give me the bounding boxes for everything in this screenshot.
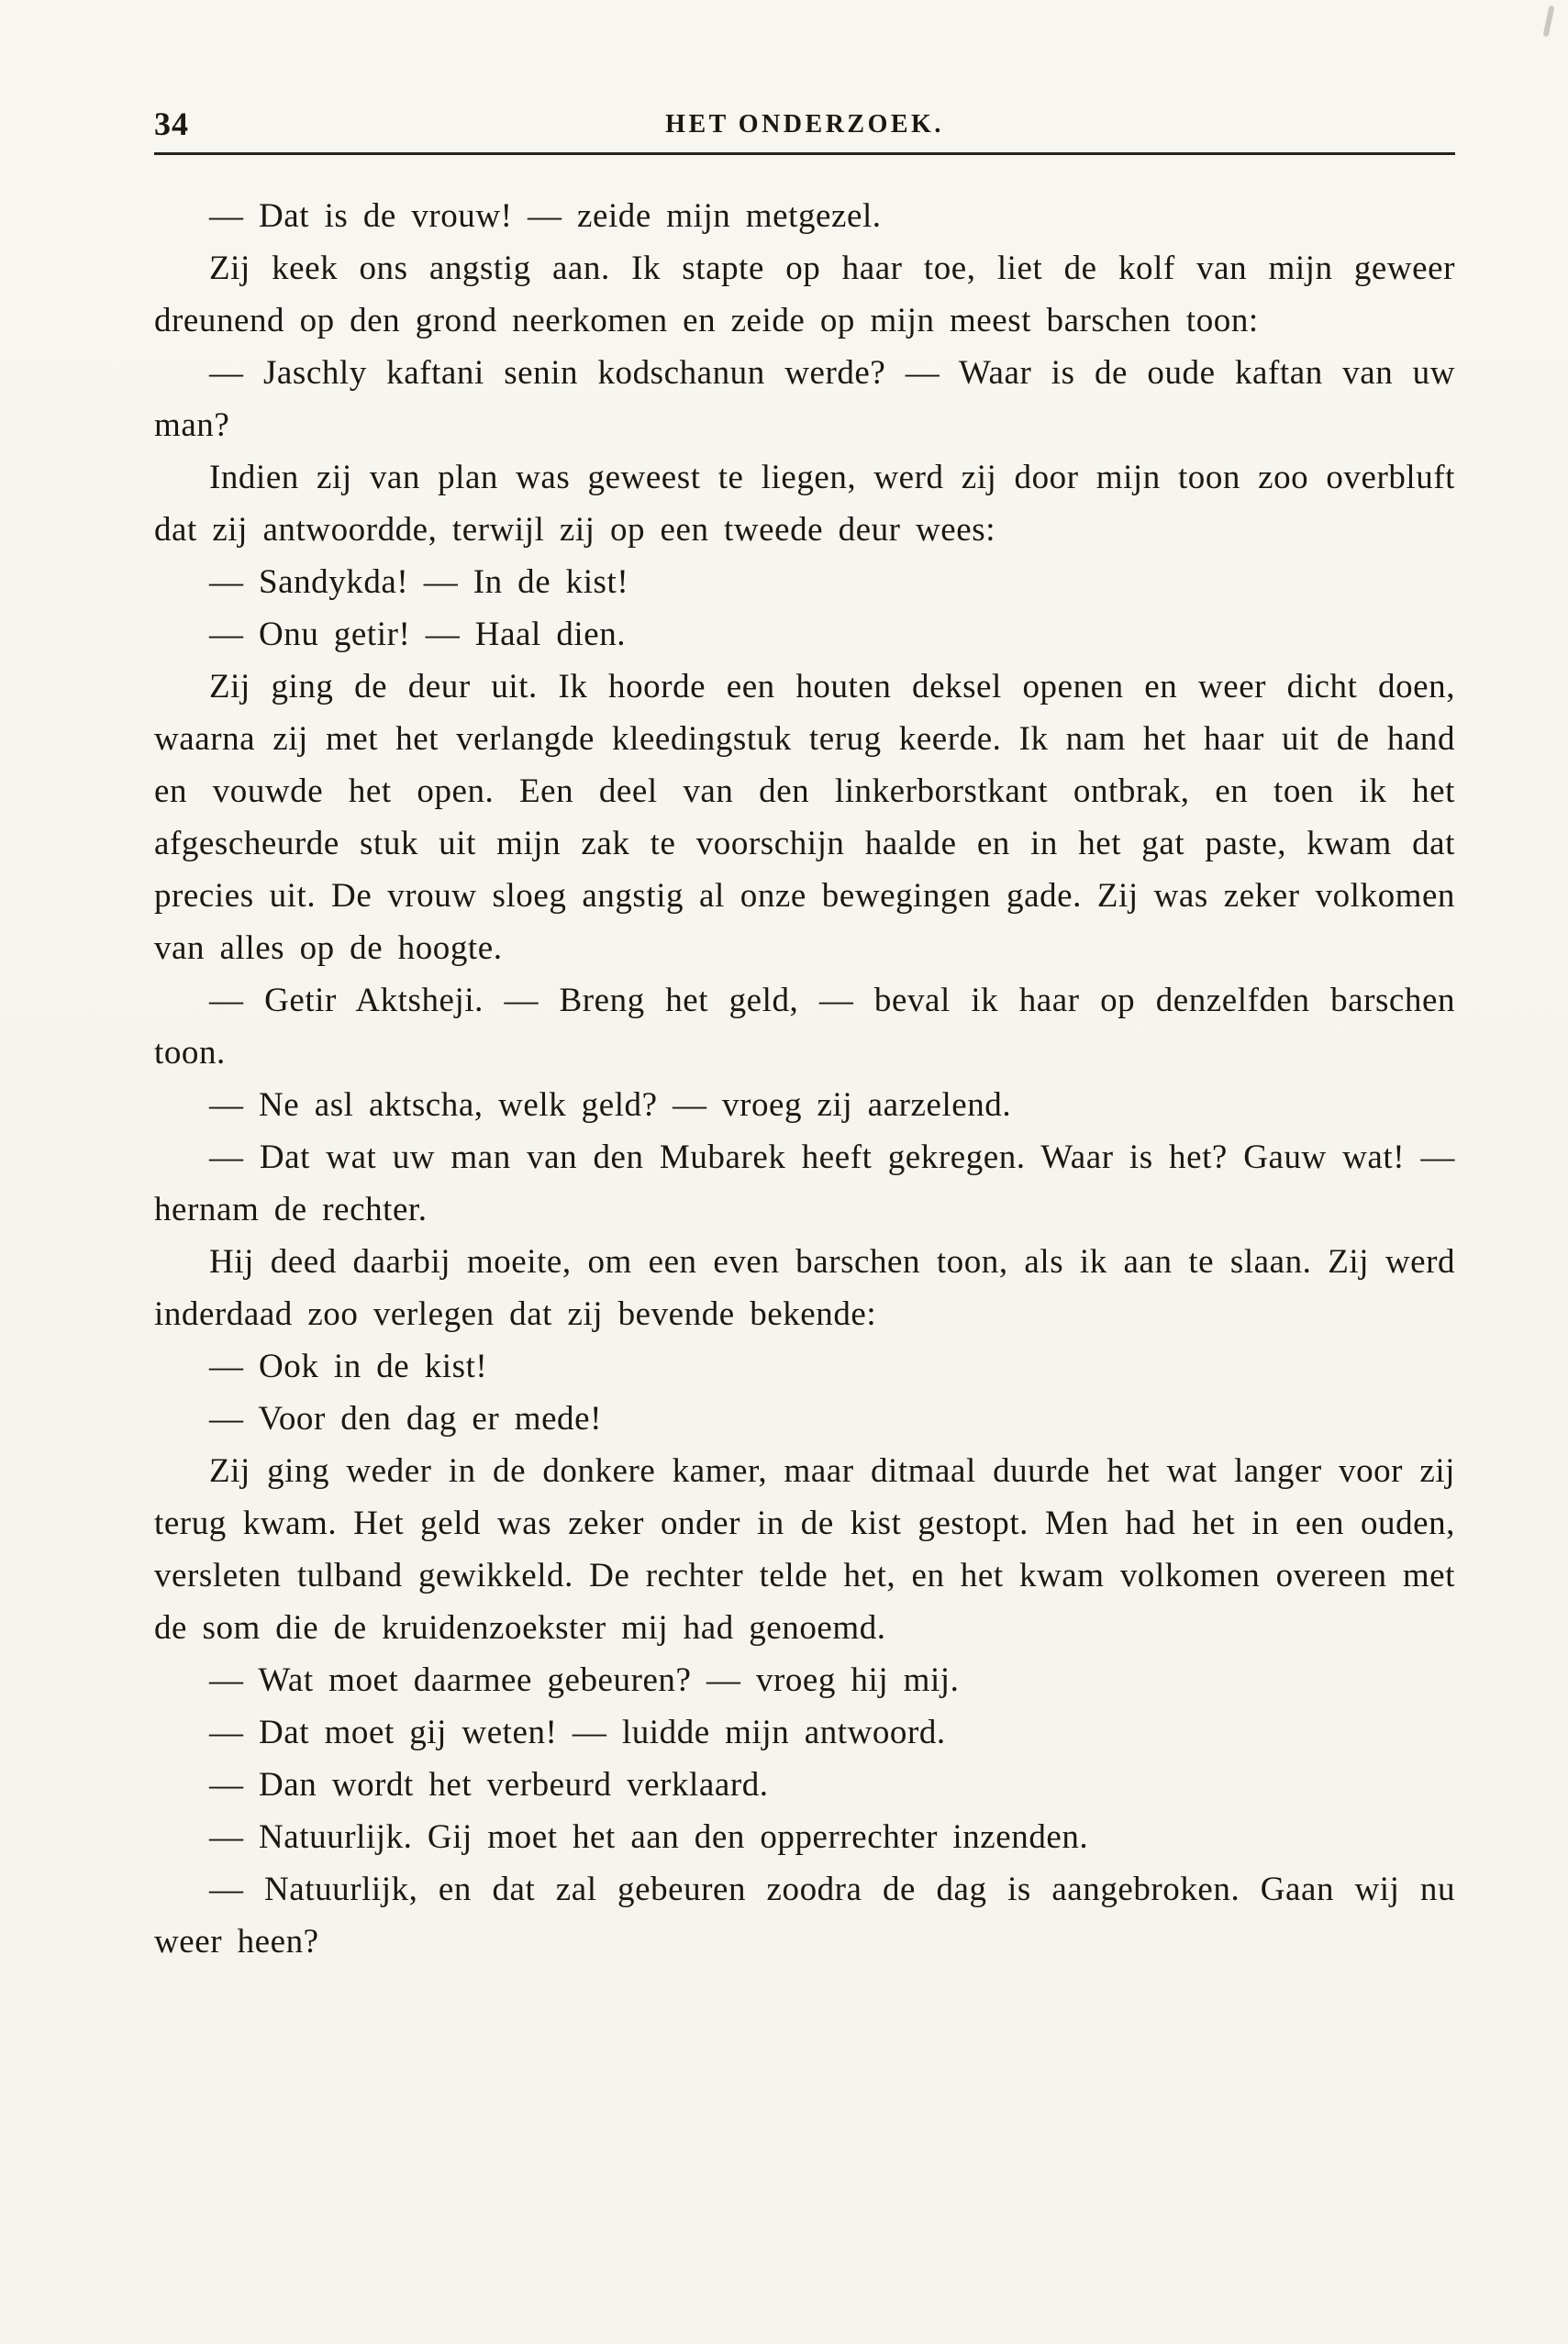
text-block [154, 103, 1455, 1968]
page-header [154, 103, 1455, 147]
paragraph: Zij keek ons angstig aan. Ik stapte op haar toe, liet de kolf van mijn geweer dreunend op den grond neerkomen en zeide op mijn meest barschen toon: [154, 250, 1455, 339]
paragraph: — Ne asl aktscha, welk geld? — vroeg zij aarzelend. [209, 1086, 1012, 1124]
paragraph: Zij ging weder in de donkere kamer, maar ditmaal duurde het wat langer voor zij terug kwam. Het geld was zeker onder in de kist gestopt. Men had het in een ouden, versleten tulband gewikkeld. De rechter telde het, en het kwam volkomen overeen met de som die de kruidenzoekster mij had genoemd. [154, 1452, 1455, 1647]
paragraph: Indien zij van plan was geweest te liegen, werd zij door mijn toon zoo overbluft dat zij antwoordde, terwijl zij op een tweede deur wees: [154, 459, 1455, 549]
paragraph: — Getir Aktsheji. — Breng het geld, — beval ik haar op denzelfden barschen toon. [154, 982, 1455, 1072]
running-title: HET ONDERZOEK. [665, 110, 944, 139]
header-rule [154, 152, 1455, 155]
paragraph: — Natuurlijk. Gij moet het aan den opperrechter inzenden. [209, 1818, 1089, 1856]
paragraph: — Onu getir! — Haal dien. [209, 616, 627, 653]
paragraph: — Natuurlijk, en dat zal gebeuren zoodra de dag is aangebroken. Gaan wij nu weer heen? [154, 1871, 1455, 1961]
page-number: 34 [154, 106, 189, 142]
paragraph: — Voor den dag er mede! [209, 1400, 602, 1438]
paragraph: — Dat moet gij weten! — luidde mijn antwoord. [209, 1714, 946, 1751]
paragraph: — Dat wat uw man van den Mubarek heeft gekregen. Waar is het? Gauw wat! — hernam de rechter. [154, 1139, 1455, 1228]
scan-artifact [1543, 6, 1555, 38]
paragraph: — Jaschly kaftani senin kodschanun werde? — Waar is de oude kaftan van uw man? [154, 354, 1455, 444]
paragraph: — Dan wordt het verbeurd verklaard. [209, 1766, 769, 1804]
paragraph: Zij ging de deur uit. Ik hoorde een houten deksel openen en weer dicht doen, waarna zij met het verlangde kleedingstuk terug keerde. Ik nam het haar uit de hand en vouwde het open. Een deel van den linkerborstkant ontbrak, en toen ik het afgescheurde stuk uit mijn zak te voorschijn haalde en in het gat paste, kwam dat precies uit. De vrouw sloeg angstig al onze bewegingen gade. Zij was zeker volkomen van alles op de hoogte. [154, 668, 1455, 967]
paragraph: Hij deed daarbij moeite, om een even barschen toon, als ik aan te slaan. Zij werd inderdaad zoo verlegen dat zij bevende bekende: [154, 1243, 1455, 1333]
paragraph: — Wat moet daarmee gebeuren? — vroeg hij mij. [209, 1661, 960, 1699]
paragraph: — Dat is de vrouw! — zeide mijn metgezel. [209, 197, 882, 235]
body-text [154, 190, 1455, 1968]
paragraph: — Ook in de kist! [209, 1348, 488, 1385]
paragraph: — Sandykda! — In de kist! [209, 563, 629, 601]
